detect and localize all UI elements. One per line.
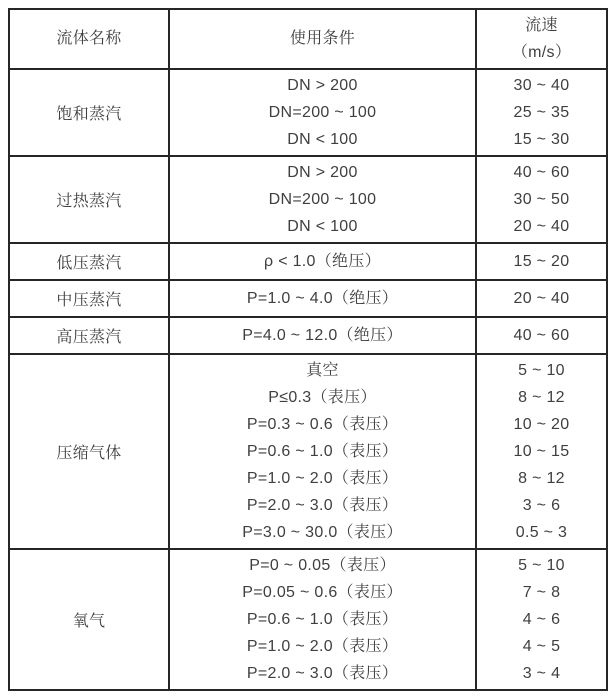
condition-text: DN > 200 — [287, 77, 358, 94]
table-header-row — [10, 10, 606, 70]
velocity-value: 40 ~ 60 — [513, 164, 570, 181]
condition-cell — [170, 355, 477, 548]
velocity-cell — [477, 355, 606, 548]
row-saturated-steam — [10, 70, 606, 157]
velocity-value: 8 ~ 12 — [518, 470, 565, 487]
velocity-value: 25 ~ 35 — [513, 104, 570, 121]
velocity-header-title: 流速 — [525, 17, 558, 34]
velocity-value: 3 ~ 4 — [522, 665, 561, 682]
fluid-name-cell: 中压蒸汽 — [10, 281, 170, 316]
flow-velocity-table — [8, 8, 608, 691]
velocity-value: 10 ~ 20 — [513, 416, 570, 433]
condition-text: P=1.0 ~ 4.0（绝压） — [246, 290, 399, 307]
fluid-name-cell: 氧气 — [10, 550, 170, 689]
velocity-value: 4 ~ 5 — [522, 638, 561, 655]
velocity-value: 5 ~ 10 — [518, 362, 565, 379]
velocity-header-unit: （m/s） — [511, 44, 572, 61]
velocity-cell — [477, 550, 606, 689]
condition-text: DN > 200 — [287, 164, 358, 181]
row-high-pressure-steam — [10, 318, 606, 355]
condition-text: P=2.0 ~ 3.0（表压） — [246, 665, 399, 682]
fluid-name-cell: 饱和蒸汽 — [10, 70, 170, 155]
condition-text: P=4.0 ~ 12.0（绝压） — [242, 327, 403, 344]
velocity-value: 15 ~ 20 — [513, 253, 570, 270]
condition-text: ρ < 1.0（绝压） — [264, 253, 381, 270]
velocity-value: 20 ~ 40 — [513, 290, 570, 307]
velocity-value: 0.5 ~ 3 — [515, 524, 568, 541]
condition-text: P=0.6 ~ 1.0（表压） — [246, 611, 399, 628]
velocity-cell — [477, 70, 606, 155]
condition-cell — [170, 281, 477, 316]
velocity-value: 8 ~ 12 — [518, 389, 565, 406]
condition-text: P=0.6 ~ 1.0（表压） — [246, 443, 399, 460]
condition-cell — [170, 318, 477, 353]
velocity-cell — [477, 244, 606, 279]
velocity-value: 30 ~ 40 — [513, 77, 570, 94]
condition-text: DN=200 ~ 100 — [268, 104, 377, 121]
velocity-value: 5 ~ 10 — [518, 557, 565, 574]
velocity-value: 15 ~ 30 — [513, 131, 570, 148]
condition-text: 真空 — [306, 362, 339, 379]
velocity-value: 3 ~ 6 — [522, 497, 561, 514]
condition-text: P=1.0 ~ 2.0（表压） — [246, 470, 399, 487]
fluid-name-cell: 低压蒸汽 — [10, 244, 170, 279]
fluid-name-cell: 高压蒸汽 — [10, 318, 170, 353]
condition-text: P=2.0 ~ 3.0（表压） — [246, 497, 399, 514]
condition-text: P=0.3 ~ 0.6（表压） — [246, 416, 399, 433]
condition-text: P=0 ~ 0.05（表压） — [249, 557, 396, 574]
row-oxygen — [10, 550, 606, 689]
condition-text: P=1.0 ~ 2.0（表压） — [246, 638, 399, 655]
condition-text: P=3.0 ~ 30.0（表压） — [242, 524, 403, 541]
condition-text: P≤0.3（表压） — [268, 389, 377, 406]
condition-cell — [170, 550, 477, 689]
fluid-name-cell: 压缩气体 — [10, 355, 170, 548]
column-header-fluid-name: 流体名称 — [10, 10, 170, 68]
condition-text: DN=200 ~ 100 — [268, 191, 377, 208]
velocity-value: 30 ~ 50 — [513, 191, 570, 208]
column-header-usage-condition: 使用条件 — [170, 10, 477, 68]
condition-cell — [170, 70, 477, 155]
velocity-value: 7 ~ 8 — [522, 584, 561, 601]
condition-text: DN < 100 — [287, 218, 358, 235]
velocity-cell — [477, 281, 606, 316]
condition-text: DN < 100 — [287, 131, 358, 148]
row-medium-pressure-steam — [10, 281, 606, 318]
column-header-velocity — [477, 10, 606, 68]
velocity-cell — [477, 318, 606, 353]
velocity-value: 20 ~ 40 — [513, 218, 570, 235]
condition-text: P=0.05 ~ 0.6（表压） — [242, 584, 403, 601]
velocity-value: 4 ~ 6 — [522, 611, 561, 628]
condition-cell — [170, 157, 477, 242]
fluid-name-cell: 过热蒸汽 — [10, 157, 170, 242]
condition-cell — [170, 244, 477, 279]
velocity-cell — [477, 157, 606, 242]
velocity-value: 10 ~ 15 — [513, 443, 570, 460]
row-compressed-gas — [10, 355, 606, 550]
velocity-value: 40 ~ 60 — [513, 327, 570, 344]
row-low-pressure-steam — [10, 244, 606, 281]
row-superheated-steam — [10, 157, 606, 244]
